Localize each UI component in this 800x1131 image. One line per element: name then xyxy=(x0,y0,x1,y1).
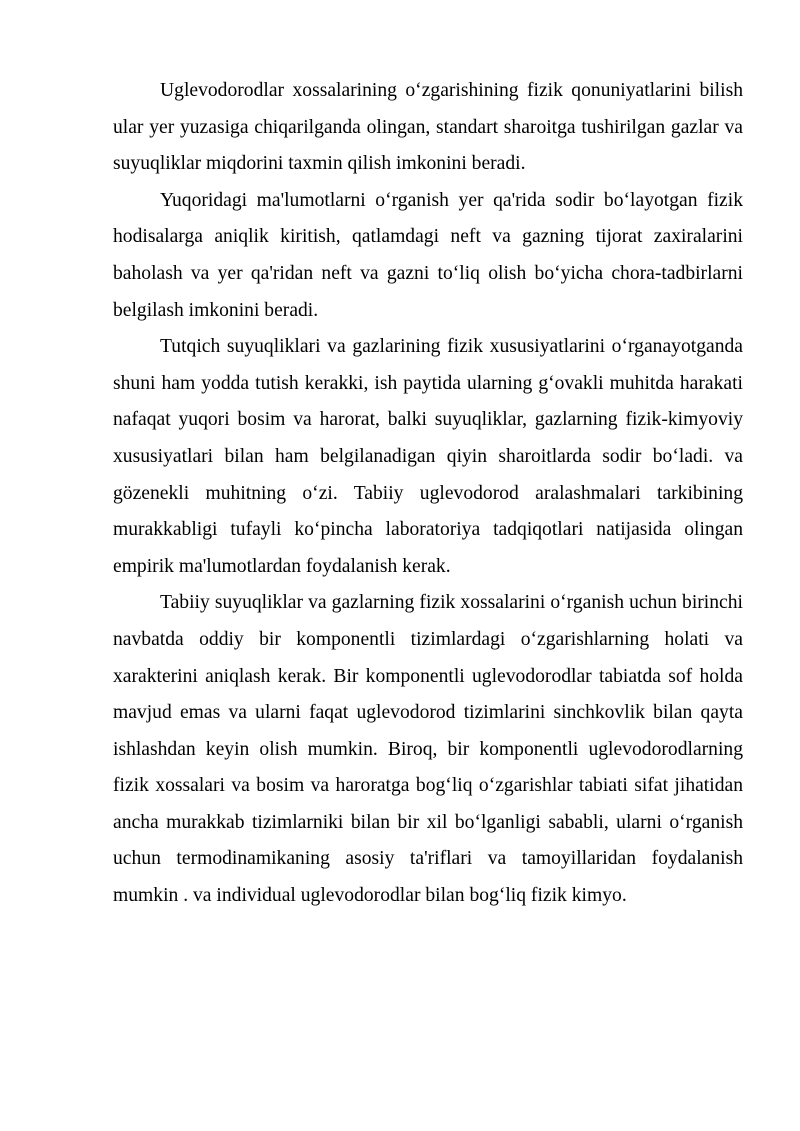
paragraph-4: Tabiiy suyuqliklar va gazlarning fizik xossalarini o‘rganish uchun birinchi navbatda oddiy bir komponentli tizimlardagi o‘zgarishlarning holati va xarakterini aniqlash kerak. Bir komponentli uglevodorodlar tabiatda sof holda mavjud emas va ularni faqat uglevodorod tizimlarini sinchkovlik bilan qayta ishlashdan keyin olish mumkin. Biroq, bir komponentli uglevodorodlarning fizik xossalari va bosim va haroratga bog‘liq o‘zgarishlar tabiati sifat jihatidan ancha murakkab tizimlarniki bilan bir xil bo‘lganligi sababli, ularni o‘rganish uchun termodinamikaning asosiy ta'riflari va tamoyillaridan foydalanish mumkin . va individual uglevodorodlar bilan bog‘liq fizik kimyo. xyxy=(113,592,743,907)
paragraph-1: Uglevodorodlar xossalarining o‘zgarishining fizik qonuniyatlarini bilish ular yer yuzasiga chiqarilganda olingan, standart sharoitga tushirilgan gazlar va suyuqliklar miqdorini taxmin qilish imkonini beradi. xyxy=(113,80,743,175)
paragraph-2: Yuqoridagi ma'lumotlarni o‘rganish yer qa'rida sodir bo‘layotgan fizik hodisalarga aniqlik kiritish, qatlamdagi neft va gazning tijorat zaxiralarini baholash va yer qa'ridan neft va gazni to‘liq olish bo‘yicha chora-tadbirlarni belgilash imkonini beradi. xyxy=(113,189,743,321)
paragraph-3: Tutqich suyuqliklari va gazlarining fizik xususiyatlarini o‘rganayotganda shuni ham yodda tutish kerakki, ish paytida ularning g‘ovakli muhitda harakati nafaqat yuqori bosim va harorat, balki suyuqliklar, gazlarning fizik-kimyoviy xususiyatlari bilan ham belgilanadigan qiyin sharoitlarda sodir bo‘ladi. va gözenekli muhitning o‘zi. Tabiiy uglevodorod aralashmalari tarkibining murakkabligi tufayli ko‘pincha laboratoriya tadqiqotlari natijasida olingan empirik ma'lumotlardan foydalanish kerak. xyxy=(113,336,743,577)
document-page xyxy=(113,73,743,915)
